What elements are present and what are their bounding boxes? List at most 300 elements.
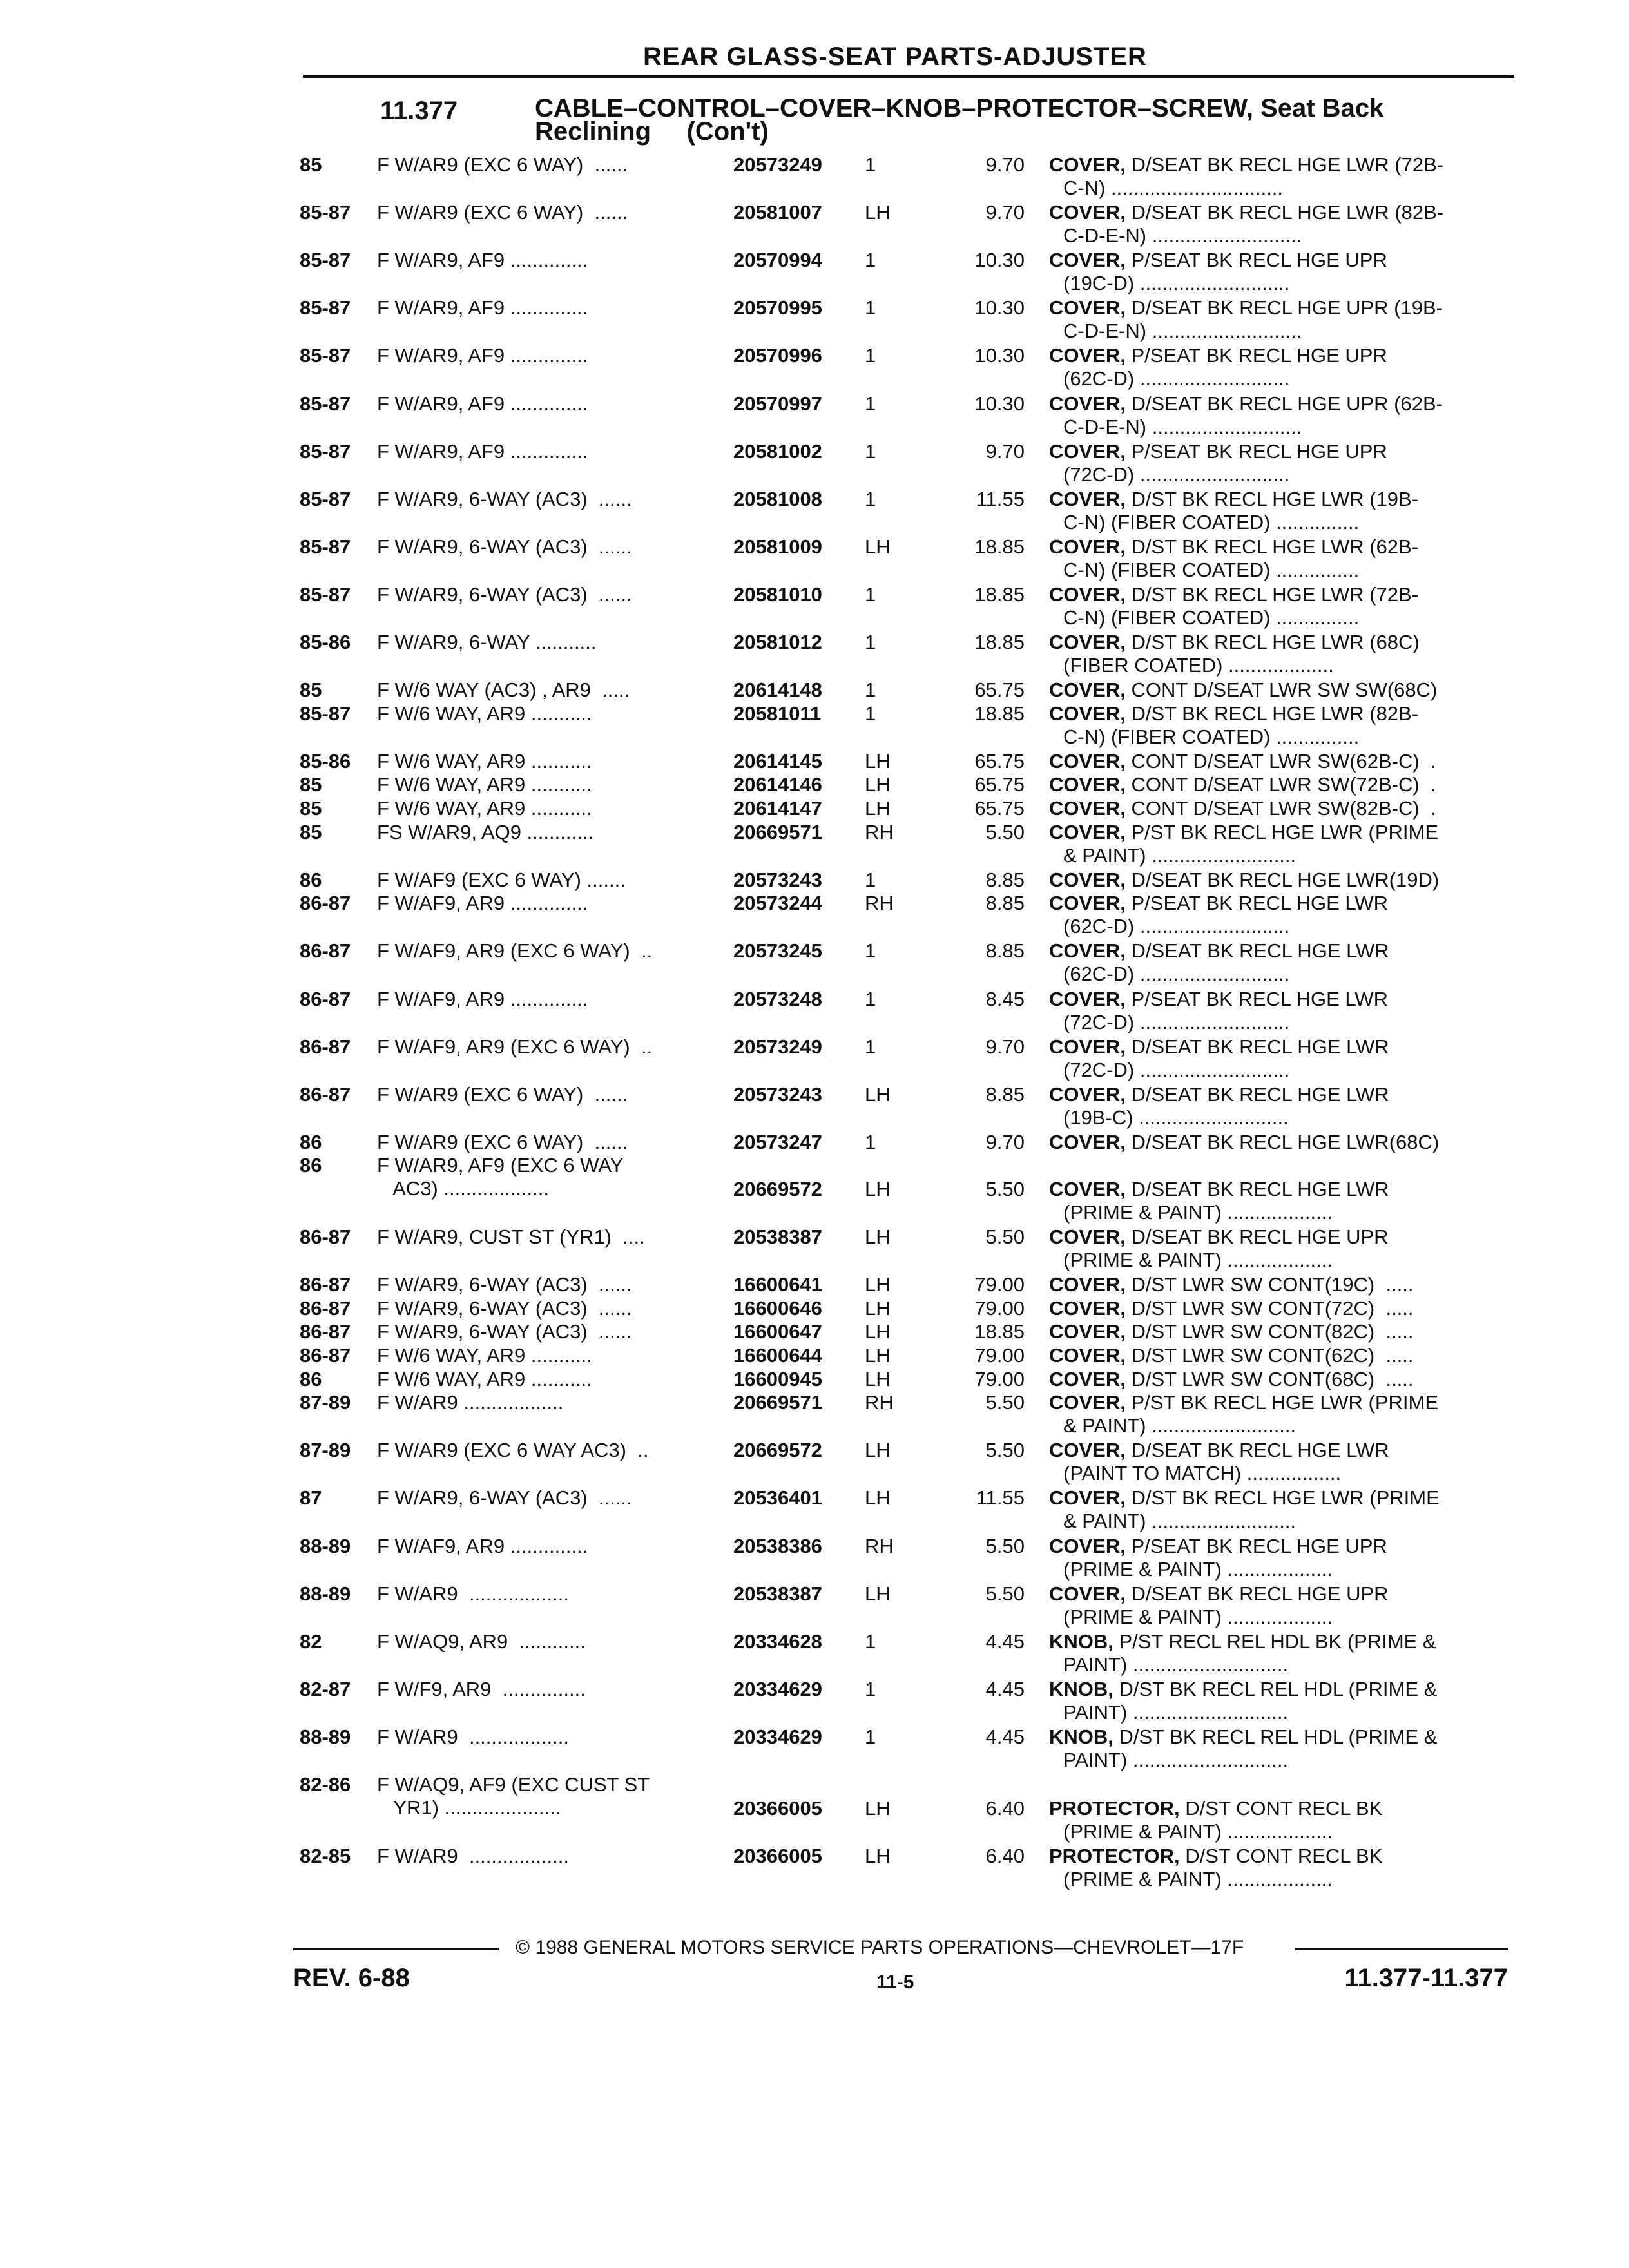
quantity: LH — [865, 773, 891, 796]
page-number: 11-5 — [876, 1972, 914, 1993]
model-years: 86-87 — [300, 1273, 351, 1296]
description-continuation: (PRIME & PAINT) ................... — [1063, 1820, 1333, 1843]
model-years: 85-87 — [300, 439, 351, 463]
usage-line: F W/AR9 .................. — [377, 1582, 569, 1605]
quantity: LH — [865, 1344, 891, 1367]
usage-description — [377, 1154, 725, 1200]
price: 11.55 — [976, 487, 1025, 510]
part-type-keyword: COVER, — [1049, 797, 1126, 820]
part-description — [1049, 488, 1513, 534]
part-type-keyword: COVER, — [1049, 678, 1126, 702]
model-years: 85-87 — [300, 344, 351, 367]
usage-description — [377, 296, 725, 320]
price: 65.75 — [974, 749, 1025, 773]
part-number: 20538386 — [733, 1534, 822, 1557]
description-continuation: & PAINT) .......................... — [1063, 843, 1296, 867]
description-line: COVER, D/ST BK RECL HGE LWR (68C) — [1049, 631, 1420, 653]
model-years: 85-86 — [300, 631, 351, 653]
part-number: 20614145 — [733, 749, 822, 773]
model-years: 82-85 — [300, 1844, 351, 1867]
part-number: 20334628 — [733, 1629, 822, 1653]
model-years: 85-87 — [300, 702, 351, 725]
model-years: 85-87 — [300, 392, 351, 415]
part-number: 20334629 — [733, 1677, 822, 1700]
usage-description — [377, 535, 725, 559]
usage-description — [377, 1439, 725, 1462]
usage-line: F W/6 WAY, AR9 ........... — [377, 773, 592, 796]
quantity: 1 — [865, 249, 876, 272]
quantity: LH — [865, 1367, 891, 1390]
usage-line: F W/AF9, AR9 .............. — [377, 1534, 588, 1557]
description-line: COVER, D/ST BK RECL HGE LWR (72B- — [1049, 582, 1419, 606]
price: 18.85 — [974, 535, 1025, 558]
part-description — [1049, 702, 1513, 749]
description-continuation: PAINT) ............................ — [1063, 1748, 1289, 1771]
price: 5.50 — [985, 1225, 1025, 1249]
quantity: 1 — [865, 153, 876, 176]
quantity: RH — [865, 1534, 894, 1557]
part-number: 20614146 — [733, 773, 822, 796]
model-years: 85-87 — [300, 582, 351, 606]
description-line: PROTECTOR, D/ST CONT RECL BK — [1049, 1844, 1383, 1867]
usage-description — [377, 392, 725, 416]
part-description — [1049, 1083, 1513, 1129]
description-line: COVER, P/SEAT BK RECL HGE UPR — [1049, 249, 1387, 272]
part-type-keyword: COVER, — [1049, 392, 1126, 415]
price: 5.50 — [985, 1582, 1025, 1605]
description-continuation: C-N) (FIBER COATED) ............... — [1063, 725, 1360, 748]
model-years: 86 — [300, 868, 322, 891]
quantity: RH — [865, 892, 894, 915]
usage-line: F W/F9, AR9 ............... — [377, 1677, 586, 1700]
part-type-keyword: COVER, — [1049, 249, 1126, 272]
part-number: 16600647 — [733, 1320, 822, 1343]
quantity: LH — [865, 1796, 891, 1820]
model-years: 85-87 — [300, 487, 351, 510]
usage-line: F W/AR9 .................. — [377, 1391, 564, 1414]
usage-line: F W/AR9, AF9 .............. — [377, 439, 588, 463]
part-number: 20536401 — [733, 1486, 822, 1510]
part-type-keyword: COVER, — [1049, 296, 1126, 320]
description-continuation: (PAINT TO MATCH) ................. — [1063, 1462, 1342, 1485]
usage-description — [377, 201, 725, 224]
description-line: PROTECTOR, D/ST CONT RECL BK — [1049, 1796, 1383, 1820]
description-line: COVER, D/ST LWR SW CONT(68C) ..... — [1049, 1367, 1414, 1390]
description-continuation: (19B-C) ........................... — [1063, 1106, 1289, 1129]
usage-description — [377, 153, 725, 177]
part-description — [1049, 440, 1513, 486]
description-line: COVER, P/SEAT BK RECL HGE LWR — [1049, 987, 1388, 1010]
part-number: 16600945 — [733, 1367, 822, 1390]
price: 65.75 — [974, 678, 1025, 702]
part-description — [1049, 1439, 1513, 1485]
usage-line: F W/AR9, AF9 (EXC 6 WAY — [377, 1154, 624, 1177]
description-line: COVER, D/ST BK RECL HGE LWR (19B- — [1049, 487, 1419, 510]
usage-line: F W/AF9 (EXC 6 WAY) ....... — [377, 868, 626, 891]
description-line: COVER, D/ST BK RECL HGE LWR (82B- — [1049, 702, 1419, 725]
usage-line: YR1) ..................... — [377, 1796, 561, 1819]
section-range: 11.377-11.377 — [1344, 1964, 1508, 1992]
description-continuation: (PRIME & PAINT) ................... — [1063, 1200, 1333, 1224]
model-years: 86-87 — [300, 987, 351, 1010]
quantity: LH — [865, 1439, 891, 1462]
section-title — [535, 94, 1501, 146]
usage-line: F W/6 WAY, AR9 ........... — [377, 749, 592, 773]
part-description — [1049, 1845, 1513, 1891]
quantity: LH — [865, 1486, 891, 1510]
usage-description — [377, 1273, 725, 1296]
description-line: COVER, D/ST LWR SW CONT(72C) ..... — [1049, 1296, 1414, 1320]
price: 18.85 — [974, 1320, 1025, 1343]
model-years: 85 — [300, 820, 322, 843]
model-years: 86 — [300, 1130, 322, 1153]
part-number: 20573248 — [733, 987, 822, 1010]
model-years: 88-89 — [300, 1725, 351, 1748]
quantity: LH — [865, 1296, 891, 1320]
part-number: 20669571 — [733, 820, 822, 843]
part-type-keyword: COVER, — [1049, 702, 1126, 725]
model-years: 85-87 — [300, 535, 351, 558]
part-number: 20366005 — [733, 1844, 822, 1867]
usage-description — [377, 1582, 725, 1606]
copyright-notice: © 1988 GENERAL MOTORS SERVICE PARTS OPERATIONS—CHEVROLET—17F — [516, 1937, 1244, 1958]
quantity: 1 — [865, 439, 876, 463]
model-years: 88-89 — [300, 1534, 351, 1557]
part-type-keyword: COVER, — [1049, 1273, 1126, 1296]
price: 9.70 — [985, 201, 1025, 224]
model-years: 85 — [300, 797, 322, 820]
part-description — [1049, 249, 1513, 295]
model-years: 86-87 — [300, 1082, 351, 1106]
usage-line: F W/6 WAY, AR9 ........... — [377, 702, 592, 725]
usage-line: F W/AR9, 6-WAY (AC3) ...... — [377, 487, 632, 510]
price: 8.45 — [985, 987, 1025, 1010]
part-number: 20570997 — [733, 392, 822, 415]
usage-description — [377, 702, 725, 726]
price: 9.70 — [985, 1035, 1025, 1058]
part-type-keyword: COVER, — [1049, 344, 1126, 367]
part-description — [1049, 892, 1513, 938]
usage-description — [377, 1035, 725, 1059]
usage-line: F W/AR9, AF9 .............. — [377, 392, 588, 415]
part-type-keyword: COVER, — [1049, 1225, 1126, 1249]
model-years: 86 — [300, 1367, 322, 1390]
usage-description — [377, 1368, 725, 1391]
part-description — [1049, 678, 1513, 702]
part-number: 16600644 — [733, 1344, 822, 1367]
description-continuation: (62C-D) ........................... — [1063, 367, 1290, 390]
price: 79.00 — [974, 1344, 1025, 1367]
part-description — [1049, 153, 1513, 200]
description-continuation: C-N) ............................... — [1063, 177, 1284, 199]
description-continuation: (72C-D) ........................... — [1063, 463, 1290, 486]
part-number: 20570995 — [733, 296, 822, 320]
part-number: 20573245 — [733, 939, 822, 963]
price: 5.50 — [985, 1391, 1025, 1414]
part-type-keyword: COVER, — [1049, 1582, 1126, 1605]
usage-line: F W/AR9, 6-WAY (AC3) ...... — [377, 1320, 632, 1343]
usage-line: F W/AR9, CUST ST (YR1) .... — [377, 1225, 645, 1249]
usage-description — [377, 1131, 725, 1154]
description-line: COVER, P/SEAT BK RECL HGE UPR — [1049, 439, 1387, 463]
usage-line: F W/AQ9, AR9 ............ — [377, 1629, 586, 1653]
usage-line: F W/AR9, 6-WAY (AC3) ...... — [377, 1486, 632, 1510]
model-years: 86 — [300, 1154, 322, 1177]
quantity: 1 — [865, 1677, 876, 1700]
usage-description — [377, 892, 725, 915]
usage-line: F W/AF9, AR9 (EXC 6 WAY) .. — [377, 939, 653, 963]
price: 79.00 — [974, 1367, 1025, 1390]
usage-line: F W/AR9, AF9 .............. — [377, 344, 588, 367]
model-years: 86-87 — [300, 1225, 351, 1249]
revision-label: REV. 6-88 — [293, 1964, 410, 1992]
usage-line: F W/6 WAY, AR9 ........... — [377, 797, 592, 820]
part-description — [1049, 1486, 1513, 1533]
part-description — [1049, 1297, 1513, 1320]
footer-rule-right — [1295, 1948, 1508, 1950]
part-type-keyword: COVER, — [1049, 1082, 1126, 1106]
part-description — [1049, 1273, 1513, 1296]
quantity: 1 — [865, 344, 876, 367]
part-description — [1049, 1630, 1513, 1677]
description-line: COVER, D/SEAT BK RECL HGE UPR (62B- — [1049, 392, 1443, 415]
part-description — [1049, 773, 1513, 796]
quantity: LH — [865, 1582, 891, 1605]
part-type-keyword: COVER, — [1049, 1130, 1126, 1153]
quantity: 1 — [865, 296, 876, 320]
model-years: 85-87 — [300, 296, 351, 320]
price: 6.40 — [985, 1796, 1025, 1820]
description-line: COVER, P/ST BK RECL HGE LWR (PRIME — [1049, 820, 1439, 843]
description-continuation: PAINT) ............................ — [1063, 1653, 1289, 1676]
description-continuation: (PRIME & PAINT) ................... — [1063, 1249, 1333, 1272]
usage-description — [377, 1297, 725, 1320]
description-continuation: (PRIME & PAINT) ................... — [1063, 1867, 1333, 1890]
model-years: 87 — [300, 1486, 322, 1510]
price: 79.00 — [974, 1273, 1025, 1296]
part-description — [1049, 1797, 1513, 1843]
price: 8.85 — [985, 868, 1025, 891]
usage-description — [377, 631, 725, 654]
price: 18.85 — [974, 582, 1025, 606]
usage-line: F W/AR9 .................. — [377, 1725, 569, 1748]
part-number: 20614148 — [733, 678, 822, 702]
part-number: 20669572 — [733, 1439, 822, 1462]
description-continuation: (PRIME & PAINT) ................... — [1063, 1605, 1333, 1628]
part-number: 16600641 — [733, 1273, 822, 1296]
quantity: LH — [865, 535, 891, 558]
description-continuation: & PAINT) .......................... — [1063, 1510, 1296, 1533]
price: 5.50 — [985, 1177, 1025, 1200]
part-type-keyword: KNOB, — [1049, 1677, 1113, 1700]
usage-description — [377, 583, 725, 606]
description-line: COVER, D/SEAT BK RECL HGE LWR — [1049, 939, 1389, 963]
description-continuation: C-D-E-N) ........................... — [1063, 224, 1302, 247]
quantity: 1 — [865, 631, 876, 653]
part-number: 20669572 — [733, 1177, 822, 1200]
model-years: 85 — [300, 773, 322, 796]
quantity: LH — [865, 749, 891, 773]
usage-description — [377, 939, 725, 963]
part-description — [1049, 631, 1513, 677]
quantity: 1 — [865, 702, 876, 725]
part-type-keyword: COVER, — [1049, 1439, 1126, 1462]
model-years: 87-89 — [300, 1439, 351, 1462]
price: 8.85 — [985, 939, 1025, 963]
part-description — [1049, 1131, 1513, 1154]
quantity: LH — [865, 1273, 891, 1296]
part-type-keyword: COVER, — [1049, 1534, 1126, 1557]
description-continuation: (62C-D) ........................... — [1063, 963, 1290, 986]
quantity: RH — [865, 820, 894, 843]
usage-description — [377, 1344, 725, 1367]
part-description — [1049, 1320, 1513, 1343]
quantity: LH — [865, 1177, 891, 1200]
quantity: 1 — [865, 678, 876, 702]
part-description — [1049, 1391, 1513, 1437]
description-continuation: (19C-D) ........................... — [1063, 272, 1290, 295]
usage-description — [377, 1083, 725, 1106]
description-continuation: (PRIME & PAINT) ................... — [1063, 1557, 1333, 1581]
usage-description — [377, 773, 725, 796]
usage-line: AC3) ................... — [377, 1177, 550, 1200]
description-line: KNOB, D/ST BK RECL REL HDL (PRIME & — [1049, 1725, 1438, 1748]
price: 4.45 — [985, 1629, 1025, 1653]
description-line: COVER, D/SEAT BK RECL HGE LWR (72B- — [1049, 153, 1444, 176]
usage-description — [377, 988, 725, 1011]
part-type-keyword: KNOB, — [1049, 1629, 1113, 1653]
usage-description — [377, 1391, 725, 1414]
usage-description — [377, 1535, 725, 1558]
usage-line: F W/AR9 (EXC 6 WAY) ...... — [377, 153, 628, 176]
price: 8.85 — [985, 1082, 1025, 1106]
part-number: 20614147 — [733, 797, 822, 820]
description-line: COVER, D/ST LWR SW CONT(19C) ..... — [1049, 1273, 1414, 1296]
model-years: 82-87 — [300, 1677, 351, 1700]
price: 9.70 — [985, 1130, 1025, 1153]
description-continuation: & PAINT) .......................... — [1063, 1414, 1296, 1437]
model-years: 85 — [300, 678, 322, 702]
part-type-keyword: COVER, — [1049, 749, 1126, 773]
part-type-keyword: COVER, — [1049, 987, 1126, 1010]
model-years: 86-87 — [300, 1320, 351, 1343]
description-line: COVER, D/ST BK RECL HGE LWR (62B- — [1049, 535, 1419, 558]
header-rule — [303, 75, 1514, 78]
usage-line: F W/AR9, AF9 .............. — [377, 249, 588, 272]
description-line: COVER, D/ST LWR SW CONT(62C) ..... — [1049, 1344, 1414, 1367]
description-line: COVER, D/SEAT BK RECL HGE LWR — [1049, 1082, 1389, 1106]
model-years: 82 — [300, 1629, 322, 1653]
description-line: COVER, P/SEAT BK RECL HGE LWR — [1049, 892, 1388, 915]
quantity: LH — [865, 1082, 891, 1106]
price: 5.50 — [985, 820, 1025, 843]
part-type-keyword: COVER, — [1049, 153, 1126, 176]
part-description — [1049, 1535, 1513, 1581]
price: 18.85 — [974, 702, 1025, 725]
description-continuation: C-N) (FIBER COATED) ............... — [1063, 606, 1360, 629]
price: 79.00 — [974, 1296, 1025, 1320]
part-number: 20573244 — [733, 892, 822, 915]
model-years: 85-87 — [300, 249, 351, 272]
part-type-keyword: PROTECTOR, — [1049, 1796, 1180, 1820]
description-continuation: C-D-E-N) ........................... — [1063, 320, 1302, 343]
quantity: RH — [865, 1391, 894, 1414]
description-line: COVER, D/SEAT BK RECL HGE LWR(68C) — [1049, 1130, 1440, 1153]
usage-line: F W/AR9, AF9 .............. — [377, 296, 588, 320]
part-type-keyword: COVER, — [1049, 892, 1126, 915]
part-number: 20570994 — [733, 249, 822, 272]
part-number: 20573249 — [733, 1035, 822, 1058]
usage-line: F W/AF9, AR9 .............. — [377, 892, 588, 915]
description-line: COVER, D/SEAT BK RECL HGE LWR(19D) — [1049, 868, 1440, 891]
quantity: 1 — [865, 987, 876, 1010]
usage-description — [377, 1725, 725, 1749]
description-continuation: (72C-D) ........................... — [1063, 1010, 1290, 1033]
usage-description — [377, 1773, 725, 1820]
usage-description — [377, 1486, 725, 1510]
model-years: 85 — [300, 153, 322, 176]
description-line: COVER, D/SEAT BK RECL HGE LWR (82B- — [1049, 201, 1444, 224]
price: 8.85 — [985, 892, 1025, 915]
usage-line: F W/AR9 (EXC 6 WAY) ...... — [377, 201, 628, 224]
part-description — [1049, 344, 1513, 390]
usage-description — [377, 1225, 725, 1249]
description-line: COVER, CONT D/SEAT LWR SW(62B-C) . — [1049, 749, 1436, 773]
part-description — [1049, 1725, 1513, 1772]
part-description — [1049, 1178, 1513, 1224]
price: 10.30 — [974, 296, 1025, 320]
description-line: COVER, D/SEAT BK RECL HGE UPR — [1049, 1225, 1389, 1249]
part-description — [1049, 750, 1513, 773]
part-number: 20573243 — [733, 868, 822, 891]
description-line: COVER, D/ST LWR SW CONT(82C) ..... — [1049, 1320, 1414, 1343]
price: 4.45 — [985, 1725, 1025, 1748]
part-description — [1049, 1225, 1513, 1272]
part-description — [1049, 1368, 1513, 1391]
part-type-keyword: COVER, — [1049, 1177, 1126, 1200]
price: 9.70 — [985, 153, 1025, 176]
usage-line: F W/AR9, 6-WAY (AC3) ...... — [377, 582, 632, 606]
quantity: LH — [865, 201, 891, 224]
part-number: 20581010 — [733, 582, 822, 606]
part-type-keyword: COVER, — [1049, 1296, 1126, 1320]
usage-line: F W/AR9 (EXC 6 WAY AC3) .. — [377, 1439, 649, 1462]
usage-line: F W/AQ9, AF9 (EXC CUST ST — [377, 1773, 650, 1796]
part-description — [1049, 583, 1513, 629]
part-number: 20538387 — [733, 1582, 822, 1605]
price: 11.55 — [976, 1486, 1025, 1510]
price: 9.70 — [985, 439, 1025, 463]
part-number: 16600646 — [733, 1296, 822, 1320]
usage-description — [377, 1845, 725, 1868]
part-description — [1049, 821, 1513, 867]
usage-line: F W/6 WAY, AR9 ........... — [377, 1344, 592, 1367]
usage-description — [377, 1320, 725, 1343]
description-continuation: PAINT) ............................ — [1063, 1700, 1289, 1724]
part-description — [1049, 1344, 1513, 1367]
part-type-keyword: COVER, — [1049, 1035, 1126, 1058]
description-line: COVER, D/SEAT BK RECL HGE UPR (19B- — [1049, 296, 1443, 320]
usage-description — [377, 488, 725, 511]
price: 4.45 — [985, 1677, 1025, 1700]
model-years: 86-87 — [300, 1035, 351, 1058]
price: 65.75 — [974, 773, 1025, 796]
usage-line: F W/AF9, AR9 (EXC 6 WAY) .. — [377, 1035, 653, 1058]
part-number: 20581007 — [733, 201, 822, 224]
part-description — [1049, 869, 1513, 892]
description-line: COVER, CONT D/SEAT LWR SW SW(68C) — [1049, 678, 1438, 702]
quantity: LH — [865, 1320, 891, 1343]
